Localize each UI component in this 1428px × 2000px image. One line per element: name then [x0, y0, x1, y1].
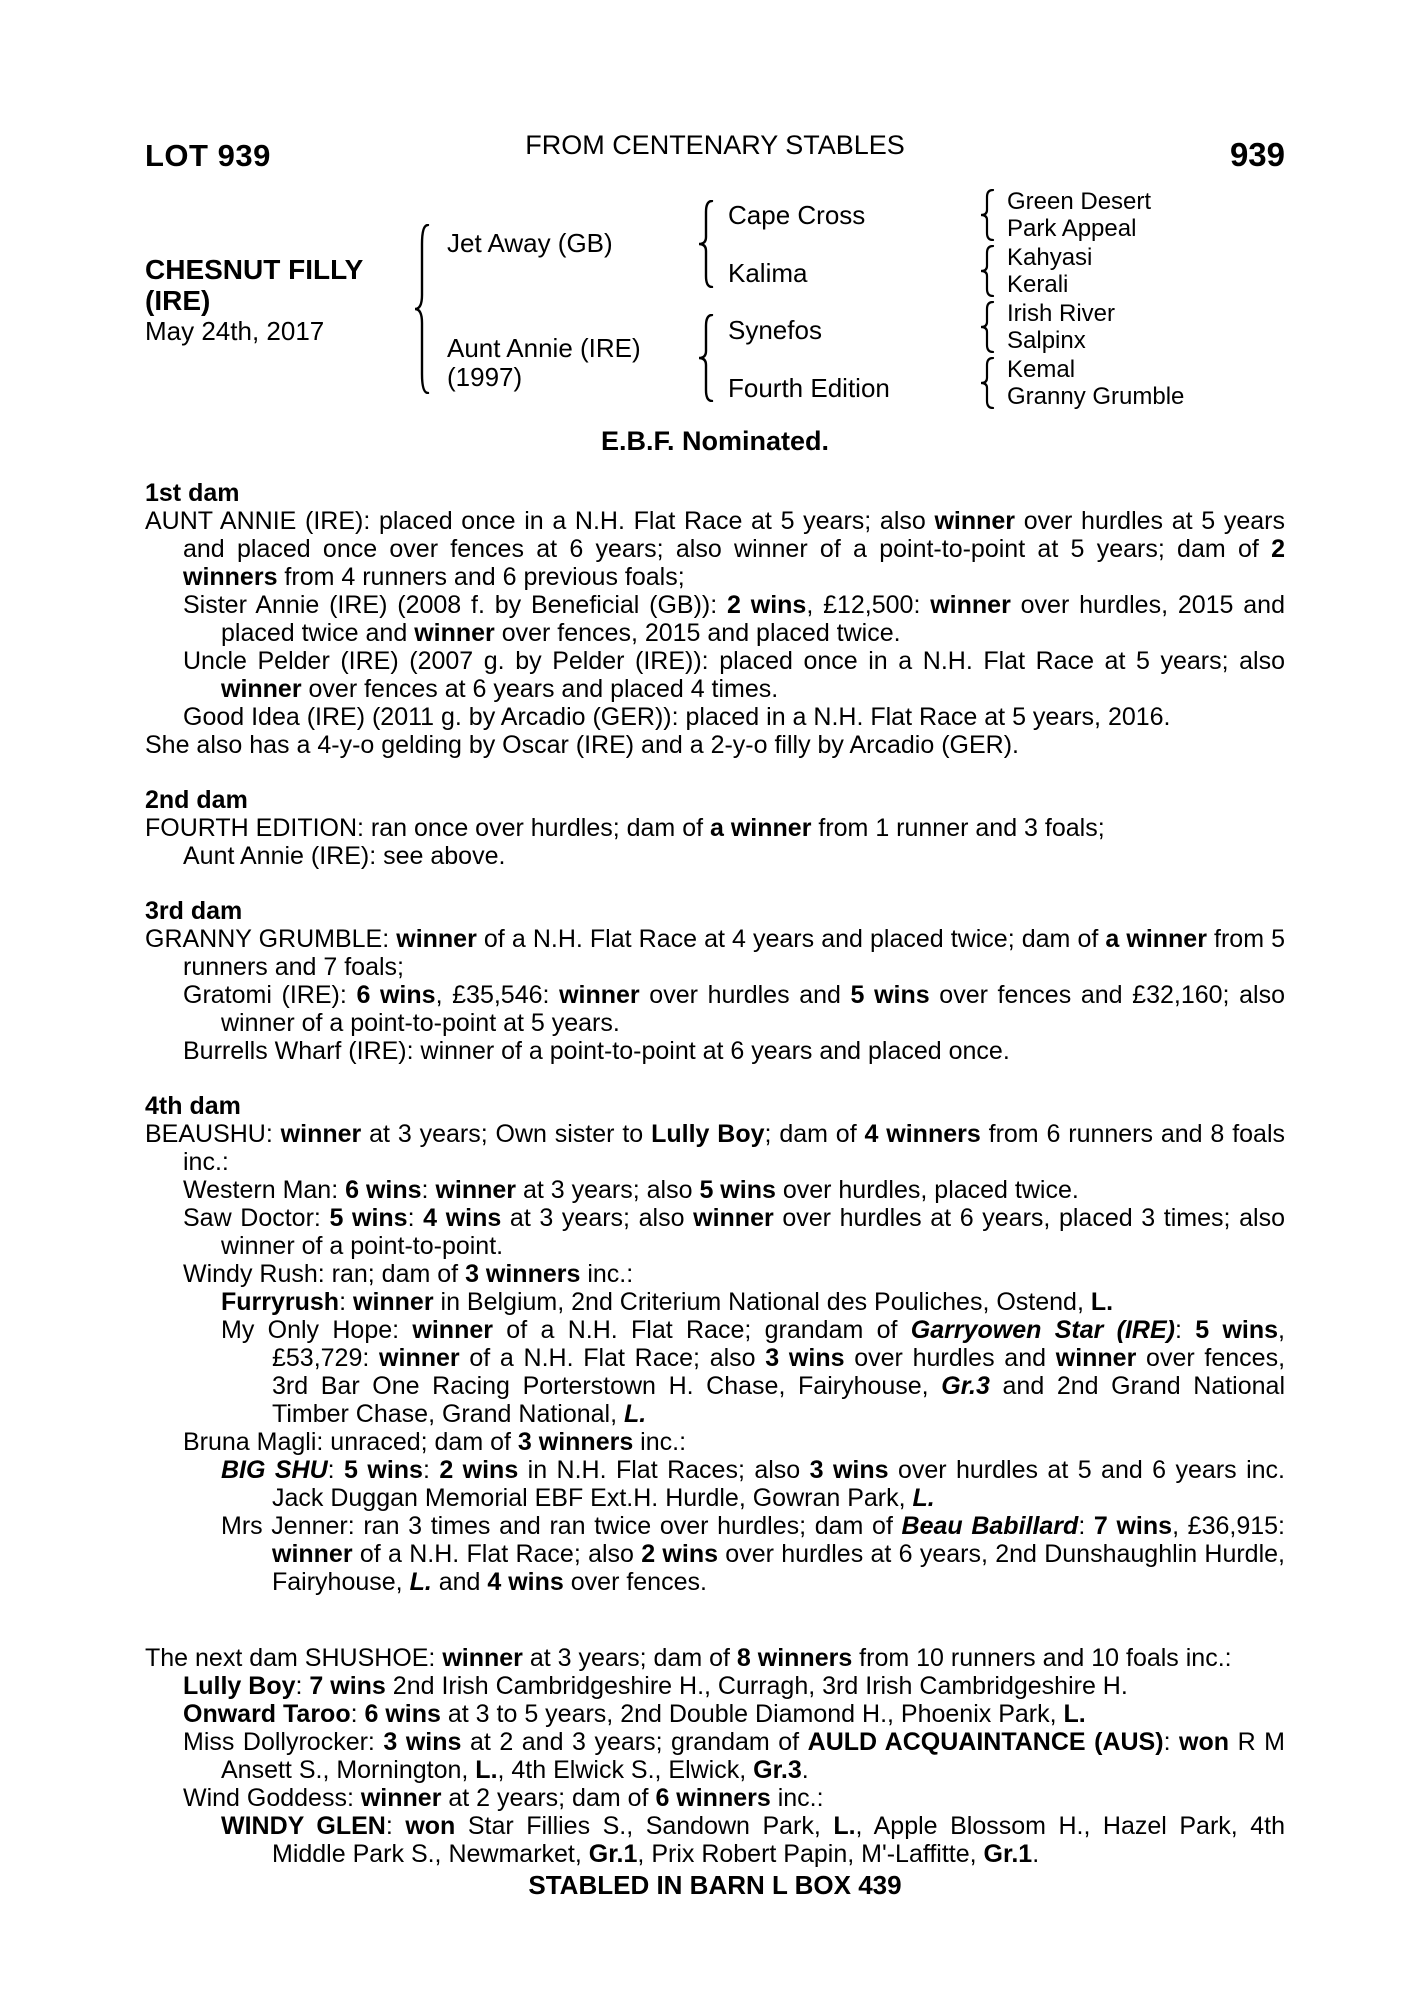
text-run: : [385, 1812, 406, 1840]
sire-grandparents-1 [1007, 188, 1151, 242]
dam-section [145, 897, 1285, 1065]
text-run: over hurdles and [844, 1344, 1056, 1372]
pedigree-paragraph [145, 1812, 1285, 1868]
sire-name: Jet Away (GB) [447, 228, 613, 258]
text-run: Wind Goddess: [183, 1784, 361, 1812]
text-run: Gratomi (IRE): [183, 981, 357, 1009]
text-run: of a N.H. Flat Race; grandam of [492, 1316, 911, 1344]
subject-block [145, 254, 363, 347]
text-run: won [1179, 1728, 1230, 1756]
text-run: Windy Rush: ran; dam of [183, 1260, 466, 1288]
text-run: 3 wins [383, 1728, 462, 1756]
dam-heading: 2nd dam [145, 786, 248, 814]
ebf-note: E.B.F. Nominated. [600, 426, 830, 456]
text-run: , £53,729: [272, 1316, 1285, 1372]
text-run: ; dam of [764, 1120, 865, 1148]
text-run: and [431, 1568, 488, 1596]
pedigree-paragraph [145, 981, 1285, 1037]
text-run: : [327, 1456, 345, 1484]
text-run: , Prix Robert Papin, M'-Laffitte, [637, 1840, 984, 1868]
text-run: over fences. [563, 1568, 707, 1596]
text-run: from 6 runners and 8 foals inc.: [183, 1120, 1286, 1176]
dam-section [145, 1092, 1285, 1596]
text-run: Star Fillies S., Sandown Park, [455, 1812, 834, 1840]
pedigree-paragraph [145, 1512, 1285, 1596]
dam-sire: Synefos [728, 315, 822, 345]
text-run: . [801, 1756, 809, 1784]
text-run: : [350, 1700, 365, 1728]
text-run: Furryrush [221, 1288, 340, 1316]
text-run: at 3 years; Own sister to [361, 1120, 652, 1148]
text-run: winner [442, 1644, 523, 1672]
dam-dam: Fourth Edition [728, 373, 890, 403]
text-run: Miss Dollyrocker: [183, 1728, 384, 1756]
dam-grandparents-2 [1007, 356, 1184, 410]
text-run: from 5 runners and 7 foals; [183, 925, 1286, 981]
text-run: , £36,915: [1172, 1512, 1285, 1540]
header [145, 128, 1285, 180]
stabling-note: STABLED IN BARN L BOX 439 [528, 1870, 902, 1900]
pedigree-brace [413, 224, 431, 394]
text-run: 4 winners [864, 1120, 981, 1148]
text-run: , £35,546: [435, 981, 560, 1009]
text-run: , Apple Blossom H., Hazel Park, 4th Middle Park S., Newmarket, [272, 1812, 1285, 1868]
text-run: over hurdles at 6 years, 2nd Dunshaughlin Hurdle, Fairyhouse, [272, 1540, 1285, 1596]
text-run: won [405, 1812, 456, 1840]
text-run: winner [693, 1204, 774, 1232]
text-run: 6 wins [345, 1176, 422, 1204]
text-run: : [1174, 1316, 1196, 1344]
text-run: over hurdles at 5 years and placed once over fences at 6 years; also winner of a point-to-point at 5 years; dam of [183, 507, 1285, 563]
text-run: 3 winners [465, 1260, 581, 1288]
pedigree-paragraph [145, 1456, 1285, 1512]
dam-block [447, 334, 641, 392]
text-run: at 3 to 5 years, 2nd Double Diamond H., Phoenix Park, [440, 1700, 1064, 1728]
dam-grandparents-1 [1007, 300, 1115, 354]
text-run: Western Man: [183, 1176, 346, 1204]
subject-name: CHESNUT FILLY [145, 254, 364, 285]
text-run: in N.H. Flat Races; also [518, 1456, 810, 1484]
pedigree-paragraph [145, 1428, 1285, 1456]
text-run: at 3 years; also [516, 1176, 700, 1204]
dam-section [145, 479, 1285, 759]
sire-dam: Kalima [728, 258, 808, 288]
text-run: Saw Doctor: [183, 1204, 330, 1232]
text-run: L. [475, 1756, 498, 1784]
text-run: : [421, 1176, 436, 1204]
text-run: at 2 years; dam of [441, 1784, 656, 1812]
page-content [145, 128, 1285, 1900]
text-run: winner [414, 619, 495, 647]
text-run: : [339, 1288, 353, 1316]
text-run: winner [559, 981, 640, 1009]
text-run: She also has a 4-y-o gelding by Oscar (IRE) and a 2-y-o filly by Arcadio (GER). [145, 731, 1019, 759]
pedigree-name: Granny Grumble [1007, 383, 1185, 410]
pedigree-paragraph [145, 814, 1285, 842]
text-run: over fences, 2015 and placed twice. [494, 619, 901, 647]
text-run: winner [1055, 1344, 1137, 1372]
text-run: L. [624, 1400, 647, 1428]
text-run: , 4th Elwick S., Elwick, [497, 1756, 754, 1784]
pedigree-paragraph [145, 1288, 1285, 1316]
text-run: from 4 runners and 6 previous foals; [277, 563, 685, 591]
text-run: over fences and £32,160; also winner of a point-to-point at 5 years. [221, 981, 1285, 1037]
pedigree-paragraph [145, 1176, 1285, 1204]
text-run: BIG SHU [221, 1456, 328, 1484]
text-run: Bruna Magli: unraced; dam of [183, 1428, 518, 1456]
text-run: over hurdles and [639, 981, 851, 1009]
text-run: of a N.H. Flat Race; also [459, 1344, 766, 1372]
text-run: Gr.3 [941, 1372, 990, 1400]
text-run: 7 wins [309, 1672, 386, 1700]
sire-sire: Cape Cross [728, 200, 866, 230]
dam-section [145, 1644, 1285, 1868]
text-run: The next dam SHUSHOE: [145, 1644, 443, 1672]
text-run: 6 winners [655, 1784, 771, 1812]
pedigree-paragraph [145, 1672, 1285, 1700]
pedigree-brace [979, 301, 995, 353]
text-run: . [1032, 1840, 1040, 1868]
pedigree-brace [979, 357, 995, 409]
text-run: Beau Babillard [901, 1512, 1079, 1540]
dam-section [145, 786, 1285, 870]
text-run: at 3 years; also [501, 1204, 694, 1232]
text-run: 2 wins [727, 591, 807, 619]
pedigree-name: Kerali [1007, 271, 1069, 298]
text-run: inc.: [580, 1260, 634, 1288]
pedigree-paragraph [145, 842, 1285, 870]
text-run: , £12,500: [806, 591, 931, 619]
text-run: L. [409, 1568, 432, 1596]
pedigree-paragraph [145, 1120, 1285, 1176]
text-run: 8 winners [736, 1644, 853, 1672]
pedigree-paragraph [145, 1204, 1285, 1260]
pedigree-brace [979, 189, 995, 241]
text-run: 5 wins [699, 1176, 776, 1204]
text-run: from 1 runner and 3 foals; [811, 814, 1105, 842]
text-run: 7 wins [1093, 1512, 1173, 1540]
text-run: 6 wins [364, 1700, 441, 1728]
text-run: R M Ansett S., Mornington, [221, 1728, 1285, 1784]
text-run: : [295, 1672, 310, 1700]
text-run: L. [912, 1484, 935, 1512]
text-run: AUNT ANNIE (IRE): placed once in a N.H. Flat Race at 5 years; also [145, 507, 935, 535]
text-run: over hurdles at 6 years, placed 3 times; also winner of a point-to-point. [221, 1204, 1285, 1260]
pedigree-tree [145, 188, 1285, 422]
text-run: in Belgium, 2nd Criterium National des Pouliches, Ostend, [433, 1288, 1091, 1316]
text-run: a winner [710, 814, 812, 842]
text-run: Garryowen Star (IRE) [910, 1316, 1175, 1344]
pedigree-paragraph [145, 1644, 1285, 1672]
text-run: 3 winners [517, 1428, 634, 1456]
lot-label: LOT 939 [145, 138, 271, 173]
text-run: BEAUSHU: [145, 1120, 281, 1148]
sections [145, 479, 1285, 1868]
text-run: winner [379, 1344, 460, 1372]
text-run: winner [272, 1540, 353, 1568]
text-run: 2 wins [641, 1540, 718, 1568]
sire-grandparents-2 [1007, 244, 1092, 298]
text-run: Gr.1 [983, 1840, 1033, 1868]
pedigree-paragraph [145, 507, 1285, 591]
text-run: 6 wins [356, 981, 436, 1009]
text-run: over hurdles at 5 and 6 years inc. Jack Duggan Memorial EBF Ext.H. Hurdle, Gowran Park, [272, 1456, 1285, 1512]
text-run: winner [412, 1316, 493, 1344]
text-run: over hurdles, 2015 and placed twice and [221, 591, 1285, 647]
text-run: FOURTH EDITION: ran once over hurdles; dam of [145, 814, 711, 842]
text-run: winner [934, 507, 1016, 535]
pedigree-brace [697, 314, 715, 402]
text-run: : [407, 1204, 424, 1232]
text-run: 4 wins [487, 1568, 564, 1596]
text-run: WINDY GLEN [221, 1812, 386, 1840]
text-run: L. [1090, 1288, 1114, 1316]
text-run: Mrs Jenner: ran 3 times and ran twice over hurdles; dam of [221, 1512, 902, 1540]
text-run: 3 wins [765, 1344, 845, 1372]
text-run: Burrells Wharf (IRE): winner of a point-to-point at 6 years and placed once. [183, 1037, 1010, 1065]
text-run: winner [396, 925, 477, 953]
dam-year: (1997) [447, 362, 523, 392]
pedigree-paragraph [145, 1700, 1285, 1728]
pedigree-paragraph [145, 1784, 1285, 1812]
pedigree-brace [697, 200, 715, 288]
text-run: Good Idea (IRE) (2011 g. by Arcadio (GER)): placed in a N.H. Flat Race at 5 years, 2016. [183, 703, 1171, 731]
text-run: 4 wins [423, 1204, 502, 1232]
pedigree-brace [979, 245, 995, 297]
dam-name: Aunt Annie (IRE) [447, 333, 641, 363]
text-run: and 2nd Grand National Timber Chase, Grand National, [272, 1372, 1285, 1428]
text-run: inc.: [633, 1428, 687, 1456]
text-run: Gr.1 [588, 1840, 638, 1868]
text-run: 2nd Irish Cambridgeshire H., Curragh, 3rd Irish Cambridgeshire H. [385, 1672, 1128, 1700]
pedigree-name: Irish River [1007, 300, 1116, 327]
text-run: Aunt Annie (IRE): see above. [183, 842, 506, 870]
text-run: of a N.H. Flat Race at 4 years and placed twice; dam of [476, 925, 1106, 953]
pedigree-paragraph [145, 1316, 1285, 1428]
text-run: GRANNY GRUMBLE: [145, 925, 397, 953]
text-run: over hurdles, placed twice. [775, 1176, 1079, 1204]
text-run: Sister Annie (IRE) (2008 f. by Beneficial (GB)): [183, 591, 728, 619]
pedigree-paragraph [145, 1037, 1285, 1065]
pedigree-name: Salpinx [1007, 327, 1086, 354]
text-run: : [1078, 1512, 1094, 1540]
subject-suffix: (IRE) [145, 285, 211, 316]
consignor-title: FROM CENTENARY STABLES [525, 130, 905, 160]
text-run: Onward Taroo [183, 1700, 351, 1728]
pedigree-paragraph [145, 1728, 1285, 1784]
subject-foaled: May 24th, 2017 [145, 316, 325, 346]
text-run: Gr.3 [753, 1756, 802, 1784]
pedigree-paragraph [145, 703, 1285, 731]
text-run: winner [930, 591, 1011, 619]
text-run: winner [435, 1176, 517, 1204]
text-run: My Only Hope: [221, 1316, 413, 1344]
pedigree-paragraph [145, 925, 1285, 981]
text-run: 2 winners [183, 535, 1285, 591]
text-run: Lully Boy [651, 1120, 765, 1148]
text-run: AULD ACQUAINTANCE (AUS) [807, 1728, 1164, 1756]
pedigree-paragraph [145, 591, 1285, 647]
pedigree-paragraph [145, 647, 1285, 703]
pedigree-name: Green Desert [1007, 188, 1152, 215]
dam-heading: 4th dam [145, 1092, 241, 1120]
text-run: inc.: [770, 1784, 824, 1812]
text-run: winner [221, 675, 302, 703]
text-run: over fences at 6 years and placed 4 times. [301, 675, 779, 703]
pedigree-paragraph [145, 1260, 1285, 1288]
text-run: over fences, 3rd Bar One Racing Porterstown H. Chase, Fairyhouse, [272, 1344, 1286, 1400]
dam-heading: 3rd dam [145, 897, 243, 925]
text-run: 2 wins [439, 1456, 519, 1484]
text-run: winner [360, 1784, 442, 1812]
text-run: : [1163, 1728, 1180, 1756]
text-run: Lully Boy [183, 1672, 296, 1700]
text-run: 5 wins [1195, 1316, 1279, 1344]
text-run: Uncle Pelder (IRE) (2007 g. by Pelder (IRE)): placed once in a N.H. Flat Race at 5 years; also [183, 647, 1285, 675]
text-run: 5 wins [344, 1456, 423, 1484]
text-run: L. [833, 1812, 856, 1840]
pedigree-name: Park Appeal [1007, 215, 1137, 242]
text-run: L. [1063, 1700, 1086, 1728]
text-run: a winner [1105, 925, 1207, 953]
text-run: : [422, 1456, 440, 1484]
text-run: at 3 years; dam of [522, 1644, 737, 1672]
text-run: from 10 runners and 10 foals inc.: [852, 1644, 1232, 1672]
text-run: 5 wins [850, 981, 930, 1009]
page-number: 939 [1229, 136, 1285, 173]
text-run: of a N.H. Flat Race; also [352, 1540, 642, 1568]
dam-heading: 1st dam [145, 479, 240, 507]
text-run: 3 wins [809, 1456, 889, 1484]
text-run: winner [353, 1288, 434, 1316]
pedigree-name: Kahyasi [1007, 244, 1093, 271]
pedigree-name: Kemal [1007, 356, 1076, 383]
pedigree-paragraph [145, 731, 1285, 759]
text-run: winner [280, 1120, 362, 1148]
text-run: 5 wins [329, 1204, 408, 1232]
text-run: at 2 and 3 years; grandam of [461, 1728, 808, 1756]
